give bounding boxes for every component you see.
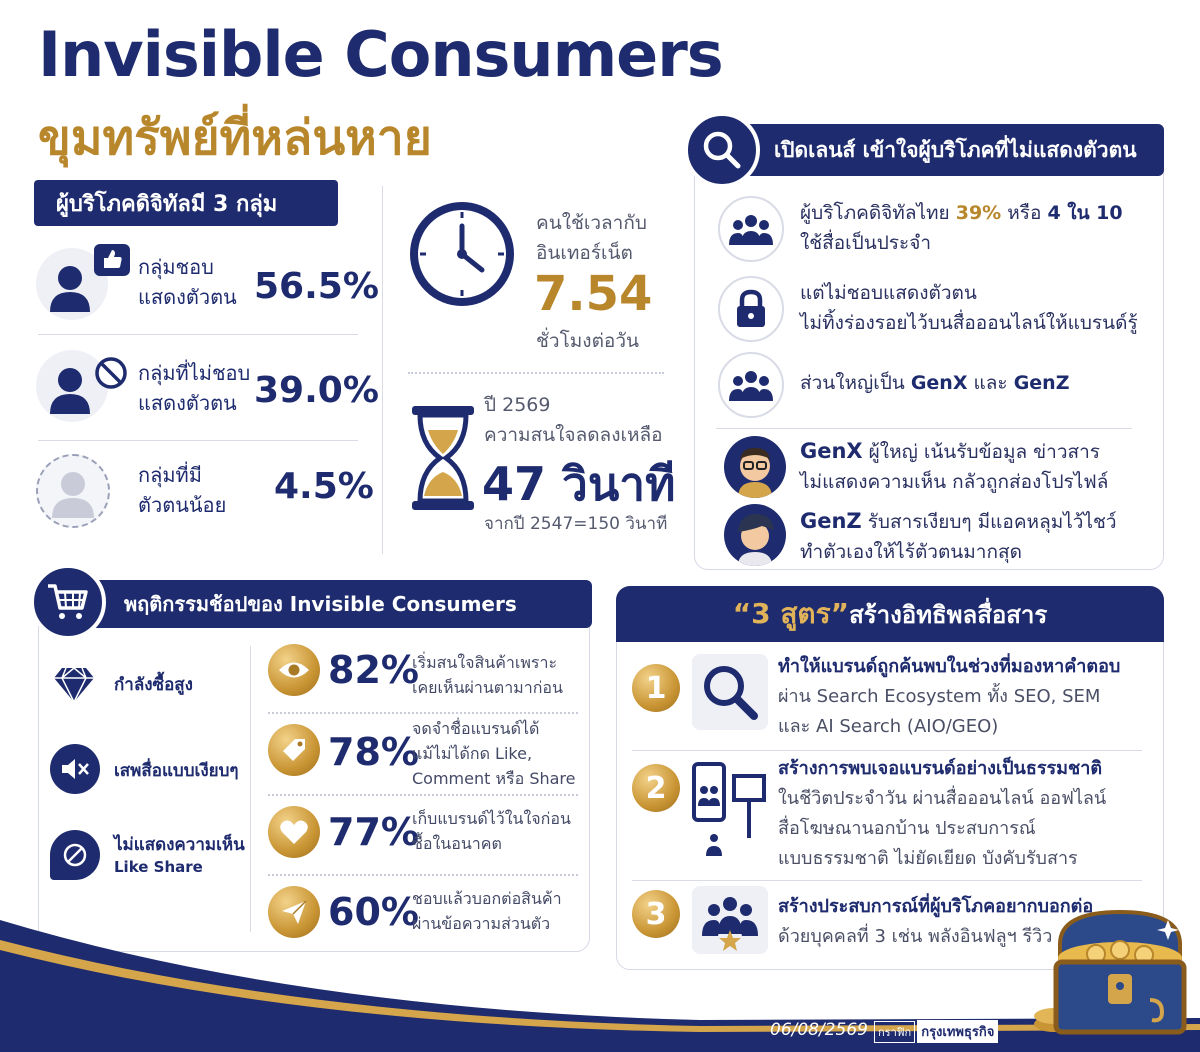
mute-icon	[50, 744, 100, 794]
prohibited-badge-icon	[94, 356, 128, 390]
stat-percent-1: 82%	[328, 648, 419, 692]
no-comment-icon	[50, 830, 100, 880]
internet-unit: ชั่วโมงต่อวัน	[536, 330, 639, 352]
divider	[38, 334, 358, 335]
vertical-divider	[250, 646, 251, 932]
divider	[408, 372, 664, 374]
trait-2: เสพสื่อแบบเงียบๆ	[114, 761, 239, 781]
stat-text-1: เริ่มสนใจสินค้าเพราะ เคยเห็นผ่านตามาก่อน	[412, 653, 563, 697]
segment-label-1: กลุ่มชอบ แสดงตัวตน	[138, 255, 237, 309]
divider	[632, 750, 1142, 751]
divider	[268, 712, 578, 714]
shopping-heading-text: พฤติกรรมช้อปของ Invisible Consumers	[124, 592, 517, 616]
step-number-3: 3	[632, 890, 680, 938]
divider	[268, 794, 578, 796]
stat-text-2: จดจำชื่อแบรนด์ได้ แม้ไม่ได้กด Like, Comment หรือ Share	[412, 719, 576, 788]
tag-icon	[268, 724, 320, 776]
formula-heading: “3 สูตร” สร้างอิทธิพลสื่อสาร	[616, 586, 1164, 642]
genx-description: GenX ผู้ใหญ่ เน้นรับข้อมูล ข่าวสาร ไม่แสดงความเห็น กลัวถูกส่องโปรไฟล์	[800, 439, 1109, 493]
diamond-icon	[52, 662, 96, 706]
lens-row-2: แต่ไม่ชอบแสดงตัวตน ไม่ทิ้งร่องรอยไว้บนสื่อออนไลน์ให้แบรนด์รู้	[800, 282, 1138, 334]
footer-credit: กราฟิก กรุงเทพธุรกิจ	[874, 1020, 998, 1043]
treasure-chest-icon	[1030, 900, 1194, 1040]
faded-user-icon	[36, 454, 110, 528]
step-text-1: ทำให้แบรนด์ถูกค้นพบในช่วงที่มองหาคำตอบ ผ่าน Search Ecosystem ทั้ง SEO, SEM และ AI Search (AIO/GEO)	[778, 656, 1121, 737]
people-group-icon	[718, 352, 784, 418]
hourglass-icon	[410, 404, 476, 512]
lens-row-1: ผู้บริโภคดิจิทัลไทย 39% หรือ 4 ใน 10 ใช้สื่อเป็นประจำ	[800, 202, 1123, 254]
people-group-icon	[718, 196, 784, 262]
vertical-divider	[382, 186, 383, 554]
lens-row-3: ส่วนใหญ่เป็น GenX และ GenZ	[800, 372, 1070, 394]
step-number-1: 1	[632, 664, 680, 712]
attention-year: ปี 2569	[484, 394, 551, 416]
segment-percent-3: 4.5%	[274, 466, 374, 507]
magnifier-icon	[692, 654, 768, 730]
internet-label: คนใช้เวลากับ อินเทอร์เน็ต	[536, 212, 647, 264]
attention-label: ความสนใจลดลงเหลือ	[484, 424, 663, 446]
stat-percent-3: 77%	[328, 810, 419, 854]
step-number-2: 2	[632, 764, 680, 812]
clock-icon	[408, 200, 516, 308]
search-icon	[684, 112, 760, 188]
title-english: Invisible Consumers	[38, 18, 723, 91]
title-thai: ขุมทรัพย์ที่หล่นหาย	[38, 110, 432, 166]
thumbs-up-badge-icon	[94, 244, 130, 276]
stat-percent-2: 78%	[328, 730, 419, 774]
phone-billboard-icon	[692, 760, 768, 860]
lens-heading-text: เปิดเลนส์ เข้าใจผู้บริโภคที่ไม่แสดงตัวตน	[774, 137, 1137, 162]
footer-date: 06/08/2569	[770, 1020, 868, 1040]
divider	[632, 880, 1142, 881]
stat-percent-4: 60%	[328, 890, 419, 934]
genx-avatar-icon	[724, 436, 786, 498]
step-text-2: สร้างการพบเจอแบรนด์อย่างเป็นธรรมชาติ ในชีวิตประจำวัน ผ่านสื่อออนไลน์ ออฟไลน์ สื่อโฆษณานอกบ้าน ประสบการณ์ แบบธรรมชาติ ไม่ยัดเยียด บังคับรับสาร	[778, 758, 1107, 869]
padlock-icon	[718, 276, 784, 342]
genz-description: GenZ รับสารเงียบๆ มีแอคหลุมไว้ไชว์ ทำตัวเองให้ไร้ตัวตนมากสุด	[800, 509, 1117, 563]
footer-wave	[0, 900, 1200, 1052]
attention-value: 47 วินาที	[482, 457, 676, 511]
segment-label-2: กลุ่มที่ไม่ชอบ แสดงตัวตน	[138, 361, 251, 415]
segments-heading	[34, 180, 338, 226]
eye-icon	[268, 644, 320, 696]
trait-3: ไม่แสดงความเห็น Like Share	[114, 835, 245, 876]
attention-from: จากปี 2547=150 วินาที	[484, 514, 668, 534]
shopping-cart-icon	[30, 564, 106, 640]
stat-text-3: เก็บแบรนด์ไว้ในใจก่อน ซื้อในอนาคต	[412, 809, 571, 853]
internet-hours: 7.54	[534, 266, 653, 322]
segment-label-3: กลุ่มที่มี ตัวตนน้อย	[138, 463, 227, 517]
divider	[716, 428, 1132, 429]
shopping-heading	[80, 580, 592, 628]
segments-heading-text: ผู้บริโภคดิจิทัลมี 3 กลุ่ม	[56, 191, 278, 217]
divider	[38, 440, 358, 441]
segment-percent-1: 56.5%	[254, 266, 379, 307]
step-text-3: สร้างประสบการณ์ที่ผู้บริโภคอยากบอกต่อ ด้วยบุคคลที่ 3 เช่น พลังอินฟลูฯ รีวิว	[778, 896, 1094, 947]
divider	[268, 874, 578, 876]
trait-1: กำลังซื้อสูง	[114, 675, 193, 695]
lens-heading	[740, 124, 1164, 176]
heart-icon	[268, 806, 320, 858]
segment-percent-2: 39.0%	[254, 370, 379, 411]
genz-avatar-icon	[724, 504, 786, 566]
stat-text-4: ชอบแล้วบอกต่อสินค้า ผ่านข้อความส่วนตัว	[412, 889, 562, 933]
